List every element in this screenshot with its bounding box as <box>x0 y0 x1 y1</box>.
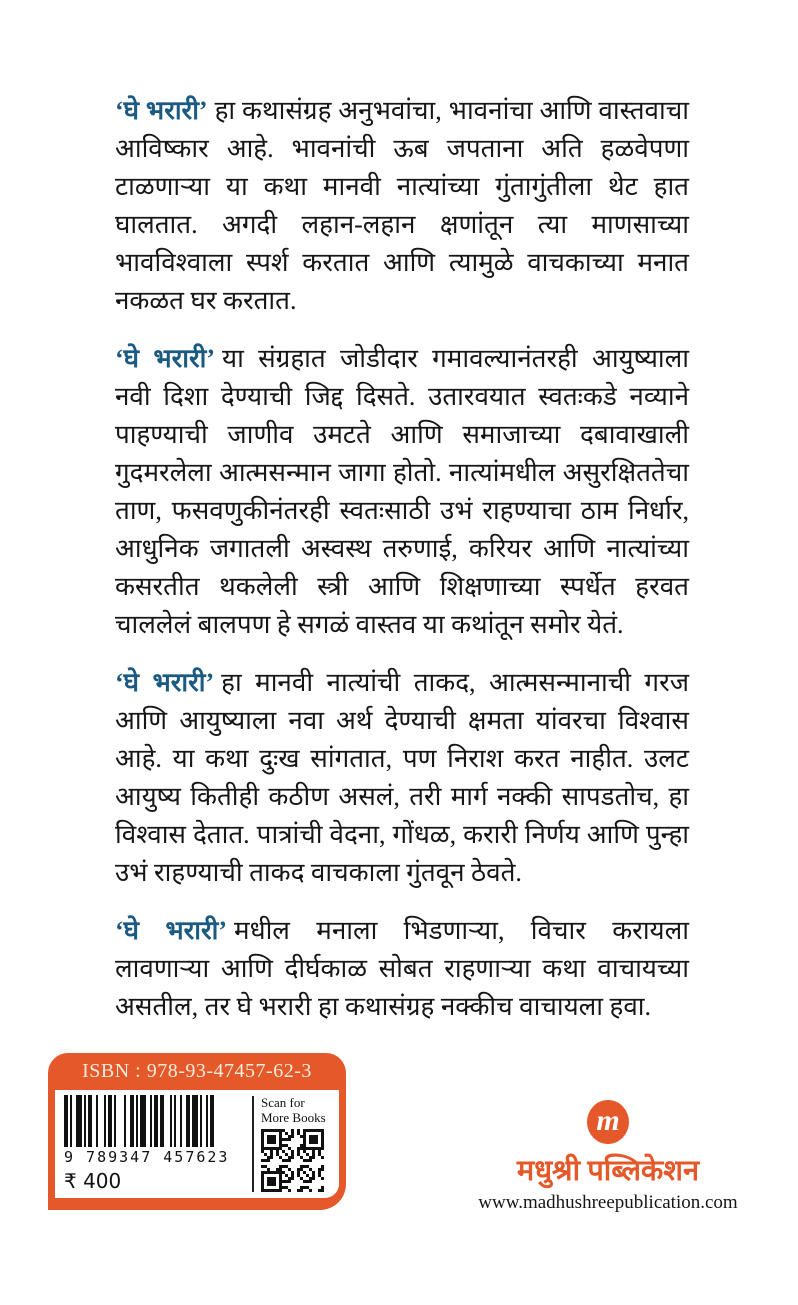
paragraph-text: हा कथासंग्रह अनुभवांचा, भावनांचा आणि वास्तवाचा आविष्कार आहे. भावनांची ऊब जपताना अति हळवेपणा टाळणाऱ्या या कथा मानवी नात्यांच्या गुंतागुंतीला थेट हात घालतात. अगदी लहान-लहान क्षणांतून त्या माणसाच्या भावविश्वाला स्पर्श करतात आणि त्यामुळे वाचकाच्या मनात नकळत घर करतात. <box>115 96 689 315</box>
barcode-column <box>64 1095 248 1193</box>
scan-text <box>261 1095 333 1125</box>
paragraph <box>115 92 689 320</box>
barcode <box>64 1095 248 1147</box>
paragraph <box>115 912 689 1026</box>
divider <box>252 1096 254 1192</box>
paragraph <box>115 340 689 644</box>
isbn-label: ISBN : 978-93-47457-62-3 <box>82 1060 312 1082</box>
scan-column <box>261 1095 333 1193</box>
book-title-lead: ‘घे भरारी’ <box>115 668 215 697</box>
price: ₹ 400 <box>64 1169 122 1193</box>
scan-text-line1: Scan for <box>261 1095 305 1110</box>
barcode-digits: 9 789347 457623 <box>64 1148 230 1166</box>
paragraph-text: मधील मनाला भिडणाऱ्या, विचार करायला लावणाऱ्या आणि दीर्घकाळ सोबत राहणाऱ्या कथा वाचायच्या असतील, तर घे भरारी हा कथासंग्रह नक्कीच वाचायला हवा. <box>115 916 689 1021</box>
isbn-body <box>55 1090 339 1198</box>
book-title-lead: ‘घे भरारी’ <box>115 344 215 373</box>
paragraph-text: या संग्रहात जोडीदार गमावल्यानंतरही आयुष्याला नवी दिशा देण्याची जिद्द दिसते. उतारवयात स्वतःकडे नव्याने पाहण्याची जाणीव उमटते आणि समाजाच्या दबावाखाली गुदमरलेला आत्मसन्मान जागा होतो. नात्यांमधील असुरक्षिततेचा ताण, फसवणुकीनंतरही स्वतःसाठी उभं राहण्याचा ठाम निर्धार, आधुनिक जगातली अस्वस्थ तरुणाई, करियर आणि नात्यांच्या कसरतीत थकलेली स्त्री आणि शिक्षणाच्या स्पर्धेत हरवत चाललेलं बालपण हे सगळं वास्तव या कथांतून समोर येतं. <box>115 344 689 639</box>
paragraph <box>115 664 689 892</box>
book-title-lead: ‘घे भरारी’ <box>115 96 208 125</box>
isbn-box <box>48 1053 346 1210</box>
book-title-lead: ‘घे भरारी’ <box>115 916 228 945</box>
publisher-name: मधुश्री पब्लिकेशन <box>516 1155 700 1187</box>
publisher-logo-icon: m <box>587 1100 629 1144</box>
paragraph-text: हा मानवी नात्यांची ताकद, आत्मसन्मानाची गरज आणि आयुष्याला नवा अर्थ देण्याची क्षमता यांवरचा विश्वास आहे. या कथा दुःख सांगतात, पण निराश करत नाहीत. उलट आयुष्य कितीही कठीण असलं, तरी मार्ग नक्की सापडतोच, हा विश्वास देतात. पात्रांची वेदना, गोंधळ, करारी निर्णय आणि पुन्हा उभं राहण्याची ताकद वाचकाला गुंतवून ठेवते. <box>115 668 689 887</box>
back-cover-text <box>115 92 689 1046</box>
publisher-website: www.madhushreepublication.com <box>478 1192 738 1213</box>
publisher-block <box>458 1100 758 1214</box>
qr-code <box>261 1129 333 1192</box>
scan-text-line2: More Books <box>261 1110 326 1125</box>
